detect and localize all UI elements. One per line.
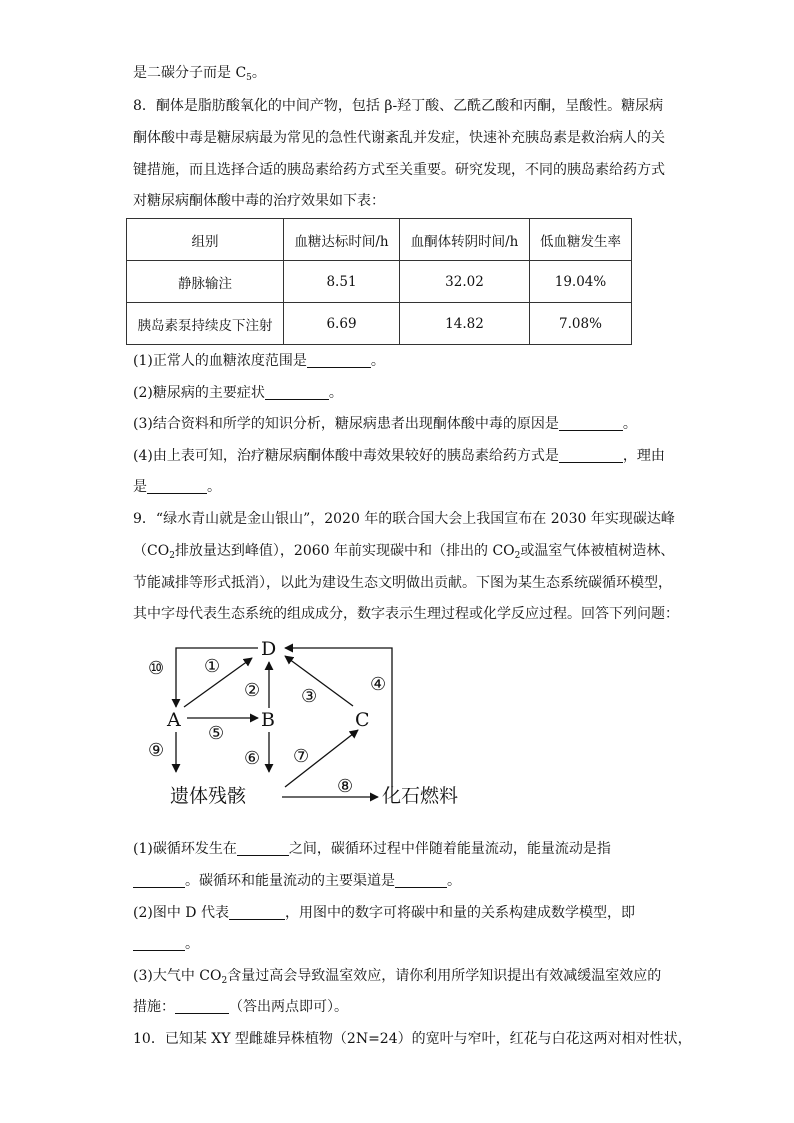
- node-fossil-fuel: 化石燃料: [382, 785, 459, 807]
- label-10: ⑩: [148, 658, 165, 679]
- node-d: D: [261, 638, 277, 660]
- q8-sub4: (4)由上表可知，治疗糖尿病酮体酸中毒效果较好的胰岛素给药方式是 ，理由: [133, 448, 665, 464]
- label-4: ④: [370, 674, 387, 695]
- label-8: ⑧: [337, 776, 354, 797]
- label-1: ①: [204, 656, 221, 677]
- q8-sub4-cont: 是 。: [133, 479, 221, 495]
- answer-blank[interactable]: [229, 905, 285, 920]
- table-header-row: [127, 219, 632, 261]
- table-cell: 32.02: [400, 261, 530, 303]
- label-7: ⑦: [293, 746, 310, 767]
- answer-blank[interactable]: [133, 936, 185, 951]
- q8-sub1: (1)正常人的血糖浓度范围是 。: [133, 353, 385, 369]
- node-b: B: [261, 709, 275, 731]
- label-3: ③: [301, 686, 318, 707]
- node-c: C: [355, 709, 370, 731]
- q8-sub2: (2)糖尿病的主要症状 。: [133, 385, 343, 401]
- label-5: ⑤: [208, 723, 225, 744]
- arrow-3: [285, 656, 353, 706]
- q9-sub2: (2)图中 D 代表 ，用图中的数字可将碳中和量的关系构建成数学模型，即: [133, 905, 635, 921]
- carbon-cycle-diagram: [130, 632, 490, 822]
- table-header: 血糖达标时间/h: [284, 219, 400, 261]
- q9-sub3-cont: 措施： （答出两点即可）。: [133, 999, 348, 1015]
- q9-line-3: 节能减排等形式抵消），以此为建设生态文明做出贡献。下图为某生态系统碳循环模型，: [133, 575, 672, 591]
- q9-sub1: (1)碳循环发生在 之间，碳循环过程中伴随着能量流动，能量流动是指: [133, 841, 611, 857]
- table-cell: 14.82: [400, 303, 530, 345]
- label-9: ⑨: [148, 740, 165, 761]
- table-row: [127, 303, 632, 345]
- table-cell: 6.69: [284, 303, 400, 345]
- q9-line-1: 9．“绿水青山就是金山银山”，2020 年的联合国大会上我国宣布在 2030 年实现碳达峰: [133, 511, 675, 527]
- answer-blank[interactable]: [307, 353, 371, 368]
- table-cell: 8.51: [284, 261, 400, 303]
- q9-sub3: (3)大气中 $CO_2$含量过高会导致温室效应，请你利用所学知识提出有效减缓温室效应的: [133, 968, 662, 986]
- answer-blank[interactable]: [147, 479, 207, 494]
- answer-blank[interactable]: [559, 448, 623, 463]
- q8-line-4: 对糖尿病酮体酸中毒的治疗效果如下表：: [133, 193, 385, 209]
- label-2: ②: [244, 680, 261, 701]
- prev-line: 是二碳分子而是 $C_5$。: [133, 65, 266, 83]
- q8-line-3: 键措施，而且选择合适的胰岛素给药方式至关重要。研究发现，不同的胰岛素给药方式: [133, 162, 665, 178]
- answer-blank[interactable]: [559, 416, 623, 431]
- table-header: 低血糖发生率: [530, 219, 632, 261]
- q9-sub1-cont: 。碳循环和能量流动的主要渠道是 。: [133, 872, 461, 890]
- answer-blank[interactable]: [395, 873, 447, 888]
- q9-line-4: 其中字母代表生态系统的组成成分，数字表示生理过程或化学反应过程。回答下列问题：: [133, 606, 679, 622]
- q8-sub3: (3)结合资料和所学的知识分析，糖尿病患者出现酮体酸中毒的原因是 。: [133, 416, 637, 432]
- q10-line-1: 10．已知某 XY 型雌雄异株植物（2N=24）的宽叶与窄叶，红花与白花这两对相对性状，: [133, 1031, 692, 1047]
- table-cell: 7.08%: [530, 303, 632, 345]
- node-remains: 遗体残骸: [170, 785, 247, 807]
- q8-line-2: 酮体酸中毒是糖尿病最为常见的急性代谢紊乱并发症，快速补充胰岛素是救治病人的关: [133, 130, 665, 146]
- table-row: [127, 261, 632, 303]
- q9-line-2: （$CO_2$排放量达到峰值），2060 年前实现碳中和（排出的 $CO_2$或温室气体被植树造林、: [133, 543, 675, 561]
- table-header: 组别: [127, 219, 284, 261]
- table-cell: 19.04%: [530, 261, 632, 303]
- answer-blank[interactable]: [133, 873, 185, 888]
- q8-line-1: 8．酮体是脂肪酸氧化的中间产物，包括 β-羟丁酸、乙酰乙酸和丙酮，呈酸性。糖尿病: [133, 98, 664, 114]
- insulin-results-table: [126, 218, 632, 345]
- label-6: ⑥: [244, 748, 261, 769]
- node-a: A: [167, 709, 181, 731]
- table-header: 血酮体转阴时间/h: [400, 219, 530, 261]
- table-cell: 胰岛素泵持续皮下注射: [127, 303, 284, 345]
- answer-blank[interactable]: [175, 999, 229, 1014]
- answer-blank[interactable]: [265, 385, 329, 400]
- table-cell: 静脉输注: [127, 261, 284, 303]
- answer-blank[interactable]: [237, 841, 289, 856]
- q9-sub2-cont: 。: [133, 935, 199, 953]
